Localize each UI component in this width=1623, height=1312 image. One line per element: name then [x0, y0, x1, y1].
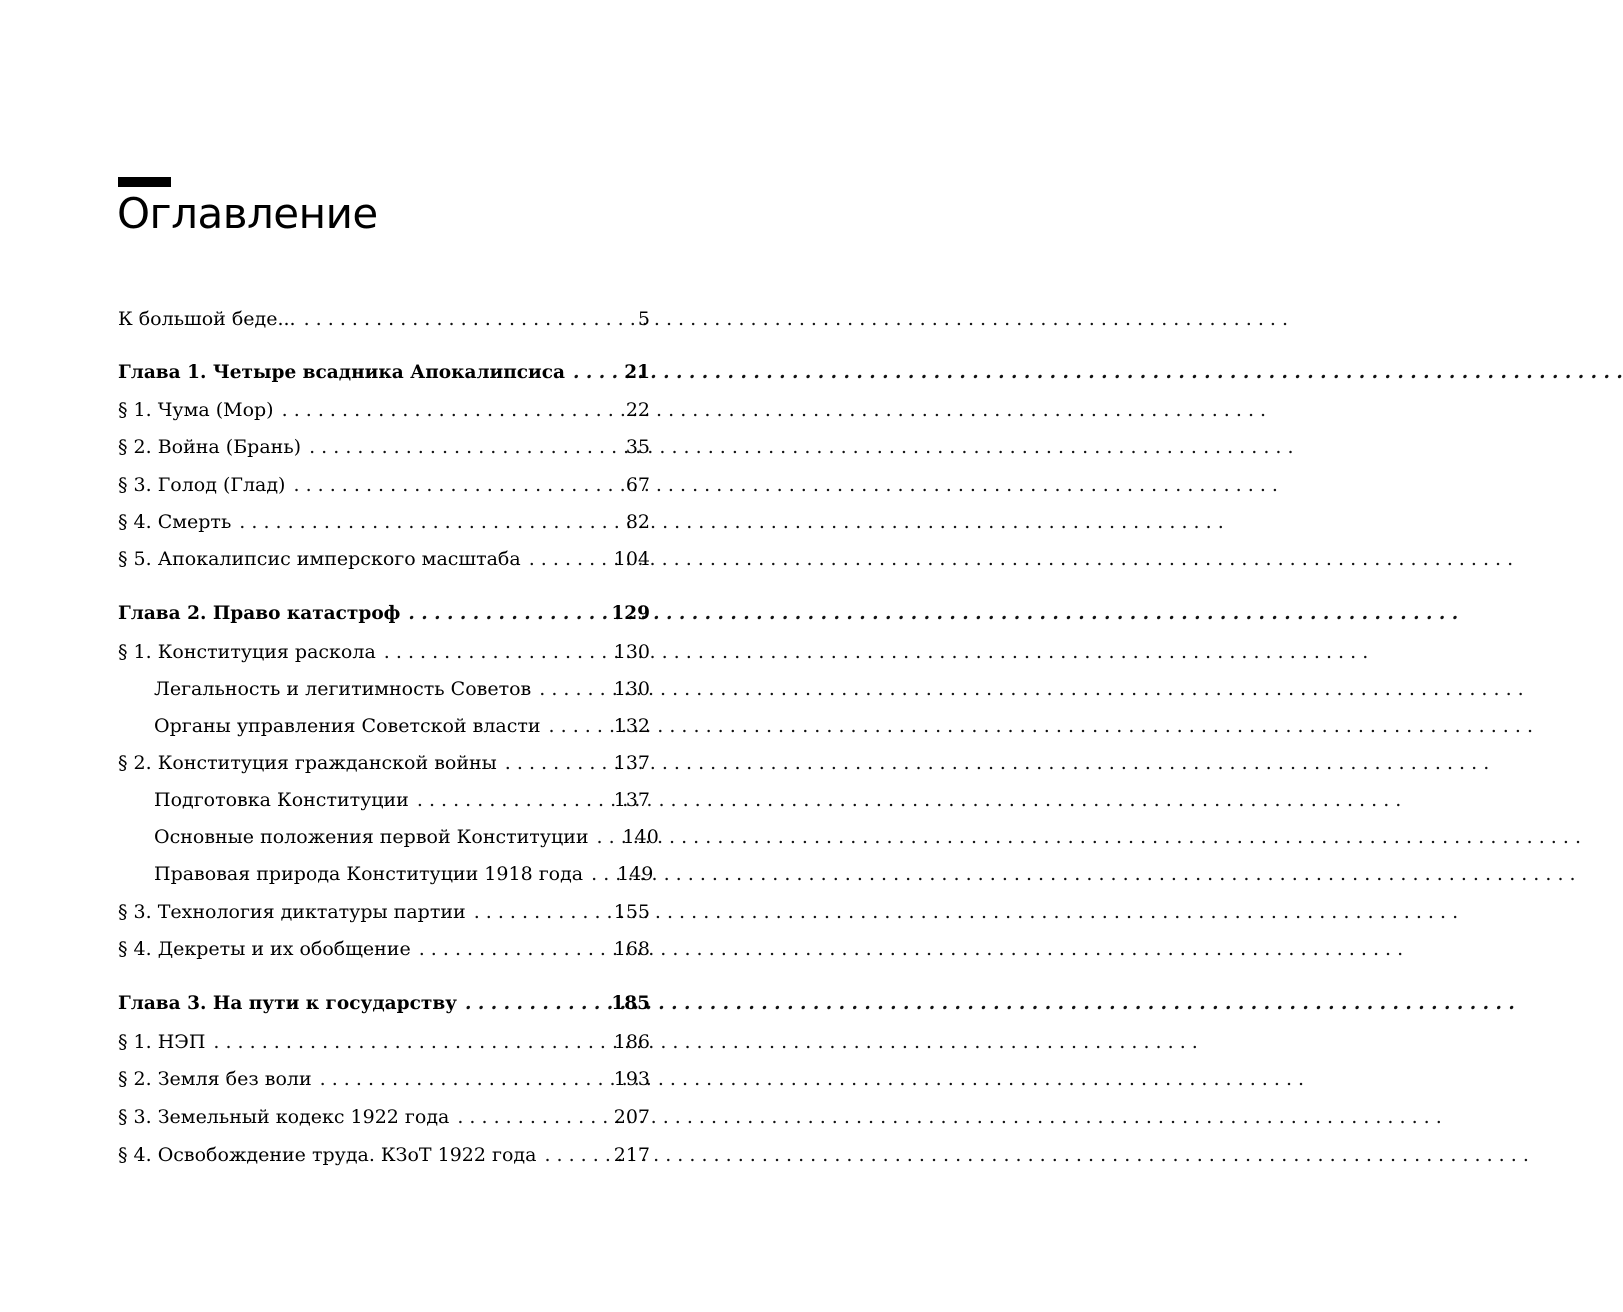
toc-section-entry[interactable] — [118, 637, 650, 667]
toc-section-entry[interactable] — [118, 544, 650, 574]
page-title: Оглавление — [117, 189, 378, 238]
toc-section-entry[interactable] — [118, 432, 650, 462]
toc-page-number: 35 — [625, 436, 650, 458]
dot-leader — [529, 544, 608, 574]
toc-entry-title: § 4. Декреты и их обобщение — [118, 938, 411, 960]
toc-entry-title: § 1. Конституция раскола — [118, 641, 376, 663]
toc-subsection-entry[interactable] — [154, 859, 654, 889]
toc-page-number: 5 — [637, 308, 650, 330]
toc-chapter-entry[interactable] — [118, 599, 650, 629]
dot-leader — [408, 599, 605, 629]
dot-leader — [293, 470, 619, 500]
toc-entry-title: Правовая природа Конституции 1918 года — [154, 863, 584, 885]
toc-page-number: 207 — [613, 1106, 650, 1128]
dot-leader — [465, 989, 605, 1019]
dot-leader — [282, 395, 620, 425]
toc-section-entry[interactable] — [118, 304, 650, 334]
toc-page-number: 129 — [611, 603, 650, 624]
toc-page-number: 185 — [611, 993, 650, 1014]
toc-page-number: 193 — [613, 1068, 650, 1090]
toc-section-entry[interactable] — [118, 507, 650, 537]
dot-leader — [239, 507, 620, 537]
dot-leader — [304, 304, 632, 334]
toc-entry-title: Глава 1. Четыре всадника Апокалипсиса — [118, 362, 565, 383]
toc-entry-title: § 2. Земля без воли — [118, 1068, 312, 1090]
toc-page-number: 155 — [613, 901, 650, 923]
toc-page-number: 130 — [613, 678, 650, 700]
dot-leader — [213, 1027, 607, 1057]
toc-section-entry[interactable] — [118, 748, 650, 778]
toc-page-number: 82 — [625, 511, 650, 533]
dot-leader — [549, 711, 608, 741]
toc-entry-title: Органы управления Советской власти — [154, 715, 541, 737]
dot-leader — [573, 358, 618, 388]
toc-entry-title: § 4. Освобождение труда. КЗоТ 1922 года — [118, 1144, 537, 1166]
toc-page-number: 217 — [613, 1144, 650, 1166]
toc-page-number: 22 — [625, 399, 650, 421]
toc-section-entry[interactable] — [118, 1064, 650, 1094]
toc-subsection-entry[interactable] — [154, 711, 650, 741]
dot-leader — [419, 934, 608, 964]
dot-leader — [417, 785, 608, 815]
dot-leader — [457, 1102, 607, 1132]
toc-page-number: 186 — [613, 1031, 650, 1053]
dot-leader — [544, 1140, 607, 1170]
dot-leader — [309, 432, 620, 462]
toc-subsection-entry[interactable] — [154, 785, 650, 815]
toc-section-entry[interactable] — [118, 470, 650, 500]
toc-section-entry[interactable] — [118, 1027, 650, 1057]
toc-chapter-entry[interactable] — [118, 989, 650, 1019]
dot-leader — [591, 859, 611, 889]
toc-entry-title: Глава 2. Право катастроф — [118, 603, 401, 624]
toc-entry-title: § 1. НЭП — [118, 1031, 206, 1053]
toc-entry-title: § 1. Чума (Мор) — [118, 399, 274, 421]
toc-section-entry[interactable] — [118, 1140, 650, 1170]
toc-entry-title: Подготовка Конституции — [154, 789, 409, 811]
toc-section-entry[interactable] — [118, 395, 650, 425]
toc-section-entry[interactable] — [118, 897, 650, 927]
dot-leader — [474, 897, 608, 927]
toc-entry-title: § 4. Смерть — [118, 511, 232, 533]
toc-entry-title: Глава 3. На пути к государству — [118, 993, 458, 1014]
toc-page-number: 132 — [613, 715, 650, 737]
toc-page-number: 140 — [622, 826, 659, 848]
toc-chapter-entry[interactable] — [118, 358, 650, 388]
toc-entry-title: § 2. Война (Брань) — [118, 436, 302, 458]
toc-page-number: 149 — [617, 863, 654, 885]
toc-section-entry[interactable] — [118, 934, 650, 964]
toc-page-number: 137 — [613, 752, 650, 774]
toc-subsection-entry[interactable] — [154, 674, 650, 704]
toc-entry-title: Легальность и легитимность Советов — [154, 678, 532, 700]
toc-entry-title: § 5. Апокалипсис имперского масштаба — [118, 548, 521, 570]
dot-leader — [539, 674, 608, 704]
dot-leader — [505, 748, 608, 778]
toc-page-number: 137 — [613, 789, 650, 811]
dot-leader — [320, 1064, 608, 1094]
toc-section-entry[interactable] — [118, 1102, 650, 1132]
toc-page-number: 67 — [625, 474, 650, 496]
toc-subsection-entry[interactable] — [154, 822, 659, 852]
toc-entry-title: § 3. Голод (Глад) — [118, 474, 286, 496]
toc-entry-title: § 3. Земельный кодекс 1922 года — [118, 1106, 450, 1128]
toc-entry-title: § 2. Конституция гражданской войны — [118, 752, 497, 774]
toc-page-number: 104 — [613, 548, 650, 570]
toc-page-number: 21 — [624, 362, 650, 383]
dot-leader — [597, 822, 617, 852]
dot-leader — [384, 637, 608, 667]
toc-entry-title: Основные положения первой Конституции — [154, 826, 589, 848]
toc-page-number: 168 — [613, 938, 650, 960]
toc-entry-title: К большой беде... — [118, 308, 296, 330]
toc-entry-title: § 3. Технология диктатуры партии — [118, 901, 466, 923]
toc-page-number: 130 — [613, 641, 650, 663]
